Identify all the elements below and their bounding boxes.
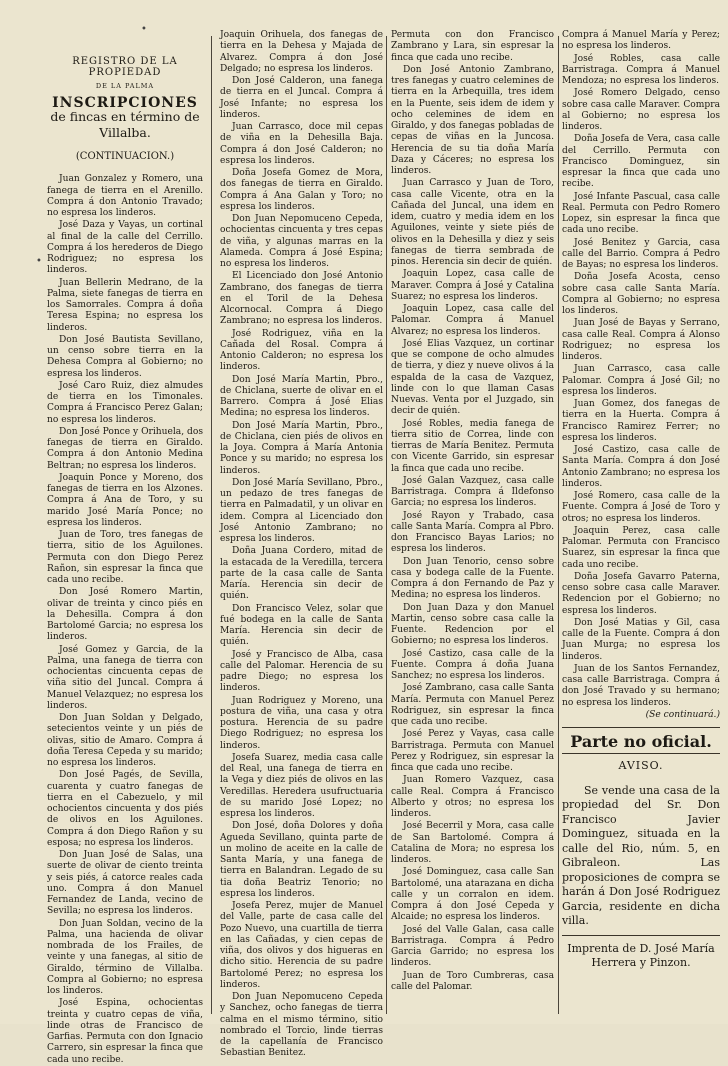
register-entry: José Caro Ruiz, diez almudes de tierra en los Timonales. Compra á Francisco Perez Galan; no espresa los linderos. (47, 380, 203, 425)
column-3 (391, 30, 554, 1016)
register-entry: Don José Ponce y Orihuela, dos fanegas de tierra en Giraldo. Compra á don Antonio Medina Beltran; no espresa los linderos. (47, 426, 203, 471)
register-entry: Don Juan Nepomuceno Cepeda y Sanchez, ocho fanegas de tierra calma en el mismo término, sitio nombrado el Torcio, linde tierras de la capellanía de Francisco Sebastian Benitez. (220, 992, 383, 1059)
register-entry: Don José Pagés, de Sevilla, cuarenta y cuatro fanegas de tierra en el Cabezuelo, y mil ochocientos cincuenta y dos piés de olivos en los Aguilones. Compra á don Diego Rañon y su esposa; no espresa los linderos. (47, 770, 203, 848)
register-entry: José Galan Vazquez, casa calle Barristraga. Compra á Ildefonso Garcia; no espresa los linderos. (391, 475, 554, 509)
register-entry: Juan Carrasco y Juan de Toro, casa calle Vicente, otra en la Cañada del Juncal, una idem en idem, cuatro y media idem en los Aguilones, veinte y siete piés de olivos en la Dehesilla y diez y seis fanegas de tierra sembrada de pinos. Herencia sin decir de quién. (391, 178, 554, 267)
register-entry: Don José Matias y Gil, casa calle de la Fuente. Compra á don Juan Murga; no espresa los linderos. (562, 617, 720, 662)
register-entry: Juan Carrasco, casa calle Palomar. Compra á José Gil; no espresa los linderos. (562, 364, 720, 397)
register-entry: José Romero Delgado, censo sobre casa calle Maraver. Compra al Gobierno; no espresa los linderos. (562, 88, 720, 132)
parte-heading: Parte no oficial. (570, 732, 712, 751)
register-entry: Compra á Manuel María y Perez; no espresa los linderos. (562, 30, 720, 52)
register-entry: José Castizo, casa calle de la Fuente. Compra á doña Juana Sanchez; no espresa los linderos. (391, 648, 554, 681)
register-entry: José Daza y Vayas, un cortinal al final de la calle del Cerrillo. Compra á los herederos de Diego Rodriguez; no espresa los linderos. (47, 220, 203, 276)
register-entry: Joaquin Orihuela, dos fanegas de tierra en la Dehesa y Majada de Alvarez. Compra á don José Delgado; no espresa los linderos. (220, 30, 383, 74)
register-entry: Don Juan José de Salas, una suerte de olivar de ciento treinta y seis piés, á catorce reales cada uno. Compra á don Manuel Fernandez de Landa, vecino de Sevilla; no espresa los linderos. (47, 850, 203, 917)
register-entry: Doña Josefa Gavarro Paterna, censo sobre casa calle Maraver. Redencion por el Gobierno; no espresa los linderos. (562, 571, 720, 616)
register-entry: Don José Calderon, una fanega de tierra en el Juncal. Compra á José Infante; no espresa los linderos. (220, 76, 383, 120)
column-4 (562, 30, 720, 1016)
register-entry: Joaquin Perez, casa calle Palomar. Permuta con Francisco Suarez, sin espresar la finca que cada uno recibe. (562, 525, 720, 570)
aviso-title: AVISO. (618, 759, 664, 773)
entries-column-4 (562, 30, 720, 709)
column-rule-3 (558, 36, 559, 1014)
register-entry: Juan Bellerin Medrano, de la Palma, siete fanegas de tierra en los Samorrales. Compra á doña Teresa Espina; no espresa los linderos. (47, 277, 203, 333)
register-entry: José Robles, casa calle Barristraga. Compra á Manuel Mendoza; no espresa los linderos. (562, 53, 720, 86)
register-entry: Joaquin Lopez, casa calle de Maraver. Compra á José y Catalina Suarez; no espresa los linderos. (391, 269, 554, 302)
register-entry: Don Francisco Velez, solar que fué bodega en la calle de Santa María. Herencia sin decir de quién. (220, 603, 383, 648)
register-entry: José Perez y Vayas, casa calle Barristraga. Permuta con Manuel Perez y Rodriguez, sin espresar la finca que cada uno recibe. (391, 729, 554, 773)
aviso-text: Se vende una casa de la propiedad del Sr. Don Francisco Javier Dominguez, situada en la calle del Rio, núm. 5, en Gibraleon. Las proposiciones de compra se harán á Don José Rodriguez Garcia, residente en dicha villa. (562, 783, 720, 927)
register-entry: Joaquin Ponce y Moreno, dos fanegas de tierra en los Alzones. Compra á Ana de Toro, y su marido José María Ponce; no espresa los linderos. (47, 472, 203, 528)
register-entry: Joaquin Lopez, casa calle del Palomar. Compra á Manuel Alvarez; no espresa los linderos. (391, 304, 554, 337)
column-rule-1 (211, 36, 212, 1014)
register-entry: Juan Carrasco, doce mil cepas de viña en la Dehesilla Baja. Compra á don José Calderon; no espresa los linderos. (220, 122, 383, 166)
entries-column-2 (220, 30, 383, 1060)
register-entry: El Licenciado don José Antonio Zambrano, dos fanegas de tierra en el Toril de la Dehesa Alcornocal. Compra á Diego Zambrano; no espresa los linderos. (220, 271, 383, 327)
register-entry: Don Juan Soldan, vecino de la Palma, una hacienda de olivar nombrada de los Frailes, de veinte y una fanegas, al sitio de Giraldo, término de Villalba. Compra al Gobierno; no espresa los linderos. (47, 918, 203, 996)
register-entry: Juan Rodriguez y Moreno, una postura de viña, una casa y otra postura. Herencia de su padre Diego Rodriguez; no espresa los linderos. (220, 695, 383, 751)
register-entry: José Romero, casa calle de la Fuente. Compra á José de Toro y otros; no espresa los linderos. (562, 491, 720, 524)
register-entry: Don José María Sevillano, Pbro., un pedazo de tres fanegas de tierra en Palmadatil, y un olivar en idem. Compra al Licenciado don José Antonio Zambrano; no espresa los linderos. (220, 477, 383, 544)
register-entry: Doña Josefa Acosta, censo sobre casa calle Santa María. Compra al Gobierno; no espresa los linderos. (562, 272, 720, 316)
register-entry: Don Juan Daza y don Manuel Martin, censo sobre casa calle la Fuente. Redencion por el Gobierno; no espresa los linderos. (391, 602, 554, 647)
register-entry: Juan José de Bayas y Serrano, casa calle Real. Compra á Alonso Rodriguez; no espresa los linderos. (562, 318, 720, 362)
section-subheading: DE LA PALMA (95, 81, 155, 90)
register-entry: Don José María Martin, Pbro., de Chiclana, cien piés de olivos en la Joya. Compra á María Antonia Ponce y su marido; no espresa los linderos. (220, 420, 383, 476)
register-entry: José Infante Pascual, casa calle Real. Permuta con Pedro Romero Lopez, sin espresar la finca que cada uno recibe. (562, 191, 720, 236)
register-entry: José Rodriguez, viña en la Cañada del Rosal. Compra á Antonio Calderon; no espresa los linderos. (220, 328, 383, 373)
divider (562, 935, 720, 936)
continuation-label: (CONTINUACION.) (75, 151, 175, 162)
register-entry: José y Francisco de Alba, casa calle del Palomar. Herencia de su padre Diego; no espresa los linderos. (220, 649, 383, 694)
register-entry: José Rayon y Trabado, casa calle Santa María. Compra al Pbro. don Francisco Bayas Larios; no espresa los linderos. (391, 510, 554, 555)
section-heading: REGISTRO DE LA PROPIEDAD (72, 56, 178, 79)
column-1 (47, 30, 203, 1065)
register-entry: Juan Gonzalez y Romero, una fanega de tierra en el Arenillo. Compra á don Antonio Travado; no espresa los linderos. (47, 174, 203, 218)
divider (562, 727, 720, 728)
register-entry: Don Juan Tenorio, censo sobre casa y bodega calle de la Fuente. Compra á don Fernando de Paz y Medina; no espresa los linderos. (391, 556, 554, 601)
register-entry: Permuta con don Francisco Zambrano y Lara, sin espresar la finca que cada uno recibe. (391, 30, 554, 63)
divider (562, 753, 720, 754)
register-entry: José Benitez y Garcia, casa calle del Barrio. Compra á Pedro de Bayas; no espresa los linderos. (562, 237, 720, 270)
article-title: INSCRIPCIONES (52, 94, 198, 111)
column-2 (220, 30, 383, 1059)
entries-column-3 (391, 30, 554, 993)
register-entry: Don Juan Soldan y Delgado, setecientos veinte y un piés de olivas, sitio de Amaro. Compra á doña Teresa Cepeda y su marido; no espresa los linderos. (47, 713, 203, 768)
register-entry: Don José Antonio Zambrano, tres fanegas y cuatro celemines de tierra en la Arbequilla, tres idem en la Puente, seis idem de idem y ocho celemines de idem en Giraldo, y dos fanegas pobladas de cepas de viñas en la Juncosa. Herencia de su tia doña María Daza y Cáceres; no espresa los linderos. (391, 64, 554, 176)
register-entry: José Gomez y Garcia, de la Palma, una fanega de tierra con ochocientas cincuenta cepas de viña sitio del Juncal. Compra á Manuel Velazquez; no espresa los linderos. (47, 644, 203, 711)
register-entry: José Zambrano, casa calle Santa María. Permuta con Manuel Perez Rodriguez, sin espresar la finca que cada uno recibe. (391, 683, 554, 727)
register-entry: Doña Josefa de Vera, casa calle del Cerrillo. Permuta con Francisco Dominguez, sin espresar la finca que cada uno recibe. (562, 134, 720, 190)
register-entry: Josefa Perez, mujer de Manuel del Valle, parte de casa calle del Pozo Nuevo, una cuartilla de tierra en las Cañadas, y cien cepas de viña, dos olivos y dos higueras en dicho sitio. Herencia de su padre Bartolomé Perez; no espresa los linderos. (220, 901, 383, 990)
register-entry: José del Valle Galan, casa calle Barristraga. Compra á Pedro Garcia Garrido; no espresa los linderos. (391, 924, 554, 969)
register-entry: Juan de Toro, tres fanegas de tierra, sitio de los Aguilones. Permuta con don Diego Perez Rañon, sin espresar la finca que cada uno recibe. (47, 530, 203, 585)
printer-imprint: Imprenta de D. José María Herrera y Pinzon. (567, 941, 715, 969)
register-entry: José Dominguez, casa calle San Bartolomé, una atarazana en dicha calle y un corralon en idem. Compra á don José Cepeda y Alcaide; no espresa los linderos. (391, 867, 554, 923)
register-entry: Don José Bautista Sevillano, un censo sobre tierra en la Dehesa Compra al Gobierno; no espresa los linderos. (47, 334, 203, 379)
register-entry: Juan Gomez, dos fanegas de tierra en la Huerta. Compra á Francisco Ramirez Ferrer; no espresa los linderos. (562, 399, 720, 443)
register-entry: José Robles, media fanega de tierra sitio de Correa, linde con tierras de María Benitez. Permuta con Vicente Garrido, sin espresar la finca que cada uno recibe. (391, 418, 554, 474)
register-entry: Doña Juana Cordero, mitad de la estacada de la Veredilla, tercera parte de la casa calle de Santa María. Herencia sin decir de quién. (220, 546, 383, 602)
register-entry: Juan de los Santos Fernandez, casa calle Barristraga. Compra á don José Travado y su hermano; no espresa los linderos. (562, 663, 720, 708)
register-entry: Juan de Toro Cumbreras, casa calle del Palomar. (391, 970, 554, 992)
register-entry: Don José Romero Martin, olivar de treinta y cinco piés en la Dehesilla. Compra á don Bartolomé Garcia; no espresa los linderos. (47, 587, 203, 643)
register-entry: Don Juan Nepomuceno Cepeda, ochocientas cincuenta y tres cepas de viña, y algunas marras en la Alameda. Compra á José Espina; no espresa los linderos. (220, 214, 383, 269)
register-entry: Don José María Martin, Pbro., de Chiclana, suerte de olivar en el Barrero. Compra á José Elias Medina; no espresa los linderos. (220, 374, 383, 419)
register-entry: José Elias Vazquez, un cortinar que se compone de ocho almudes de tierra, y diez y nueve olivos á la espalda de la casa de Vazquez, linde con lo que llaman Casas Nuevas. Venta por el Juzgado, sin decir de quién. (391, 338, 554, 417)
register-entry: Josefa Suarez, media casa calle del Real, una fanega de tierra en la Vega y diez piés de olivos en las Veredillas. Heredera usufructuaria de su marido José Lopez; no espresa los linderos. (220, 752, 383, 819)
entries-column-1 (47, 174, 203, 1066)
register-entry: José Castizo, casa calle de Santa María. Compra á don José Antonio Zambrano; no espresa los linderos. (562, 445, 720, 489)
register-entry: Juan Romero Vazquez, casa calle Real. Compra á Francisco Alberto y otros; no espresa los linderos. (391, 775, 554, 819)
register-entry: José Espina, ochocientas treinta y cuatro cepas de viña, linde otras de Francisco de Garfias. Permuta con don Ignacio Carrero, sin espresar la finca que cada uno recibe. (47, 998, 203, 1065)
margin-mark: • (36, 256, 42, 267)
register-entry: José Becerril y Mora, casa calle de San Bartolomé. Compra á Catalina de Mora; no espresa los linderos. (391, 821, 554, 865)
register-entry: Don José, doña Dolores y doña Agueda Sevillano, quinta parte de un molino de aceite en la calle de Santa María, y una fanega de tierra en Balandran. Legado de su tia doña Beatriz Tenorio; no espresa los linderos. (220, 821, 383, 899)
continuation-note: (Se continuará.) (645, 709, 720, 720)
register-entry: Doña Josefa Gomez de Mora, dos fanegas de tierra en Giraldo. Compra á Ana Galan y Toro; no espresa los linderos. (220, 168, 383, 212)
article-subtitle: de fincas en término de Villalba. (50, 109, 200, 140)
ornament-mark: • (141, 24, 147, 35)
column-rule-2 (386, 36, 387, 1014)
